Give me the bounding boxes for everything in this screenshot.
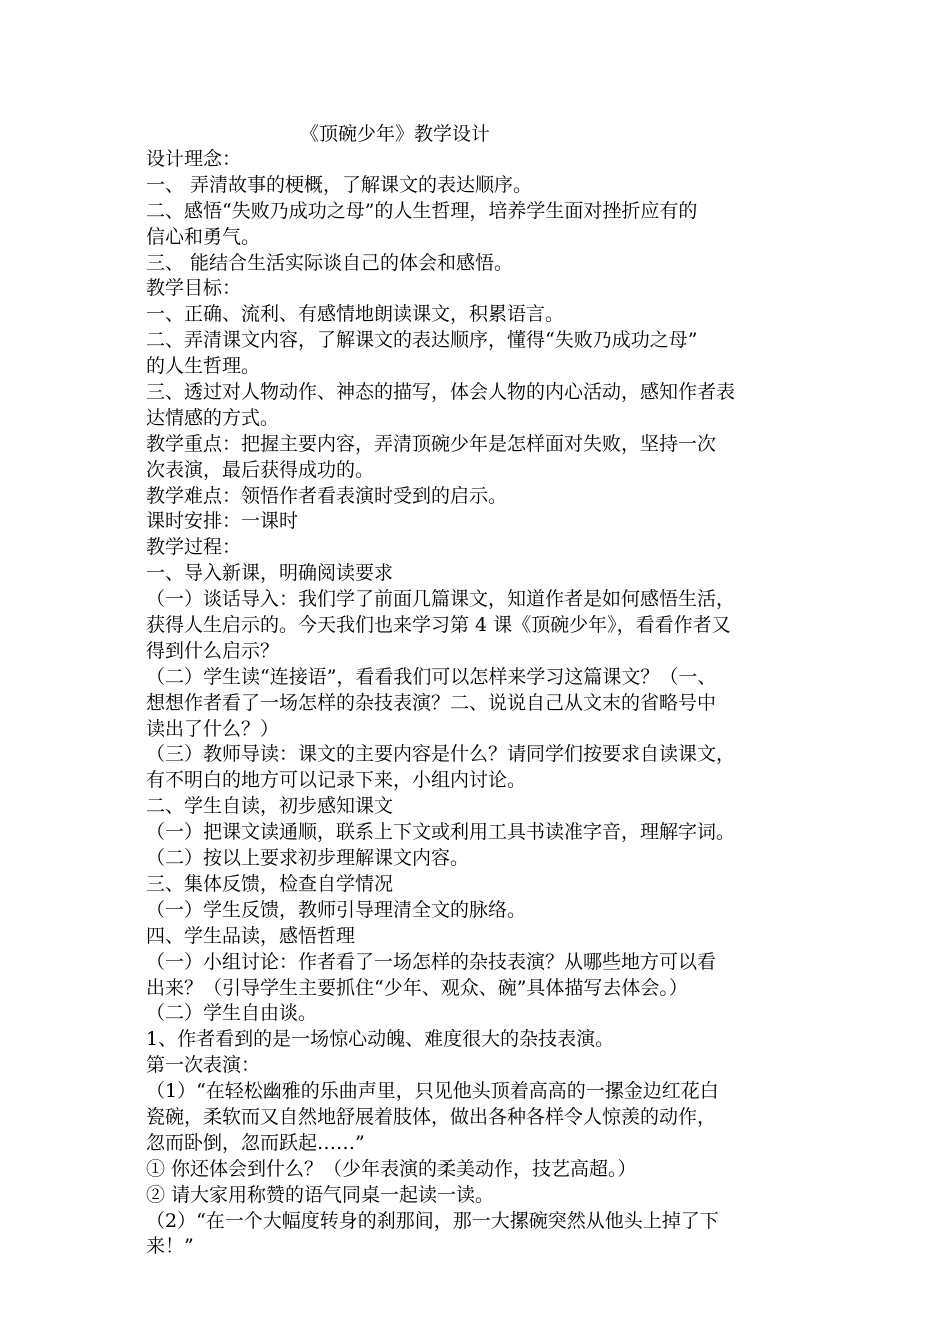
text-line: （二）按以上要求初步理解课文内容。 <box>146 847 470 870</box>
text-line: 教学重点：把握主要内容，弄清顶碗少年是怎样面对失败，坚持一次 <box>146 432 717 455</box>
text-line: （一）把课文读通顺，联系上下文或利用工具书读准字音，理解字词。 <box>146 821 736 844</box>
text-line: （2）“在一个大幅度转身的刹那间，那一大摞碗突然从他头上掉了下 <box>146 1209 719 1232</box>
text-line: 信心和勇气。 <box>146 225 261 248</box>
text-line: （一）小组讨论：作者看了一场怎样的杂技表演？从哪些地方可以看 <box>146 950 717 973</box>
document-body <box>146 147 815 1260</box>
text-line: 二、弄清课文内容，了解课文的表达顺序，懂得“失败乃成功之母” <box>146 329 698 352</box>
text-line: 二、感悟“失败乃成功之母”的人生哲理，培养学生面对挫折应有的 <box>146 199 698 222</box>
text-line: ② 请大家用称赞的语气同桌一起读一读。 <box>146 1183 495 1206</box>
text-line: 教学目标： <box>146 277 242 300</box>
text-line: 想想作者看了一场怎样的杂技表演？二、说说自己从文末的省略号中 <box>146 691 717 714</box>
document-title: 《顶碗少年》教学设计 <box>300 123 491 145</box>
text-line: 忽而卧倒，忽而跃起……” <box>146 1131 365 1154</box>
text-line: 课时安排：一课时 <box>146 510 299 533</box>
text-line: 教学难点：领悟作者看表演时受到的启示。 <box>146 484 508 507</box>
text-line: 1、作者看到的是一场惊心动魄、难度很大的杂技表演。 <box>146 1028 615 1051</box>
text-line: （三）教师导读：课文的主要内容是什么？请同学们按要求自读课文， <box>146 743 736 766</box>
text-line: 来！” <box>146 1235 194 1258</box>
text-line: （一）谈话导入：我们学了前面几篇课文，知道作者是如何感悟生活， <box>146 588 736 611</box>
text-line: 达情感的方式。 <box>146 406 280 429</box>
text-line: 有不明白的地方可以记录下来，小组内讨论。 <box>146 769 527 792</box>
text-line: 二、学生自读，初步感知课文 <box>146 795 394 818</box>
text-line: 三、集体反馈，检查自学情况 <box>146 872 394 895</box>
text-line: 得到什么启示？ <box>146 639 280 662</box>
text-line: 设计理念： <box>146 148 242 170</box>
text-line: 四、学生品读，感悟哲理 <box>146 924 356 947</box>
text-line: （1）“在轻松幽雅的乐曲声里，只见他头顶着高高的一摞金边红花白 <box>146 1080 719 1103</box>
text-line: （一）学生反馈，教师引导理清全文的脉络。 <box>146 898 527 921</box>
text-line: 三、 能结合生活实际谈自己的体会和感悟。 <box>146 251 514 274</box>
text-line: 三、透过对人物动作、神态的描写，体会人物的内心活动，感知作者表 <box>146 381 736 404</box>
text-line: 出来？（引导学生主要抓住“少年、观众、碗”具体描写去体会。） <box>146 976 688 999</box>
text-line: ① 你还体会到什么？（少年表演的柔美动作，技艺高超。） <box>146 1157 637 1180</box>
text-line: （二）学生读“连接语”，看看我们可以怎样来学习这篇课文？（一、 <box>146 665 717 688</box>
text-line: 读出了什么？） <box>146 717 280 740</box>
text-line: 次表演，最后获得成功的。 <box>146 458 375 481</box>
text-line: 获得人生启示的。今天我们也来学习第 4 课《顶碗少年》，看看作者又 <box>146 614 731 637</box>
text-line: 一、正确、流利、有感情地朗读课文，积累语言。 <box>146 303 565 326</box>
text-line: 一、 弄清故事的梗概，了解课文的表达顺序。 <box>146 173 533 196</box>
text-line: （二）学生自由谈。 <box>146 1002 318 1025</box>
text-line: 的人生哲理。 <box>146 355 261 378</box>
text-line: 教学过程： <box>146 536 242 559</box>
text-line: 一、导入新课，明确阅读要求 <box>146 562 394 585</box>
text-line: 瓷碗，柔软而又自然地舒展着肢体，做出各种各样令人惊羡的动作， <box>146 1105 717 1128</box>
text-line: 第一次表演： <box>146 1054 261 1077</box>
